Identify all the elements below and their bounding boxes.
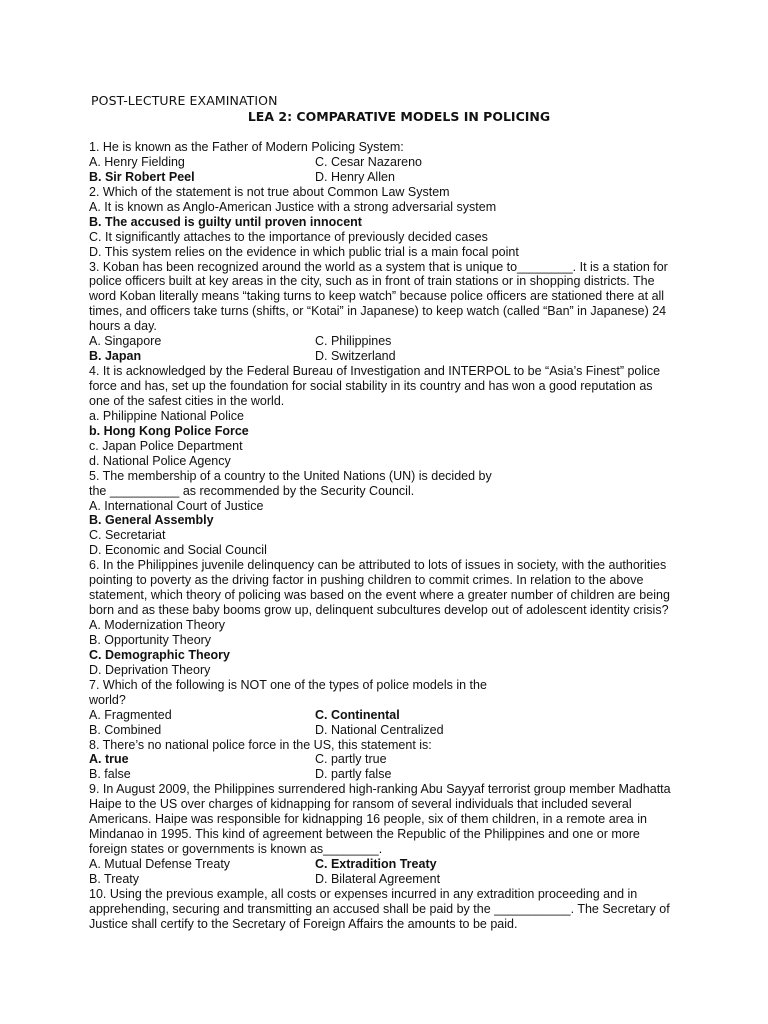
question-7-line-2: world?	[89, 692, 126, 707]
question-3-line-4: times, and officers take turns (shifts, or “Kotai” in Japanese) to keep watch (called “Ban” in Japanese) 24	[89, 304, 667, 319]
question-3-line-1: 3. Koban has been recognized around the world as a system that is unique to________. It is a station for	[89, 259, 668, 274]
q3-options-row-1	[89, 334, 689, 349]
q1-options-row-2	[89, 170, 689, 185]
q6-option-b: B. Opportunity Theory	[89, 632, 212, 647]
question-7-line-1: 7. Which of the following is NOT one of the types of police models in the	[89, 677, 487, 692]
q5-option-b-answer: B. General Assembly	[89, 513, 214, 528]
q6-option-a: A. Modernization Theory	[89, 618, 225, 632]
q4-option-d: d. National Police Agency	[89, 453, 231, 468]
q6-option-d: D. Deprivation Theory	[89, 662, 211, 677]
q9-option-b: B. Treaty	[89, 871, 140, 886]
question-6-line-3: statement, which theory of policing was based on the event where a greater number of children are being	[89, 588, 670, 603]
q1-option-b-answer: B. Sir Robert Peel	[89, 169, 195, 184]
q1-option-d: D. Henry Allen	[315, 169, 395, 184]
q8-options-row-1	[89, 752, 689, 767]
q7-option-d: D. National Centralized	[315, 722, 444, 737]
page-title: LEA 2: COMPARATIVE MODELS IN POLICING	[247, 109, 551, 124]
question-4-line-2: force and has, set up the foundation for social stability in its country and has won a good reputation as	[89, 379, 653, 393]
q3-option-b-answer: B. Japan	[89, 349, 142, 364]
q2-option-b-answer: B. The accused is guilty until proven innocent	[89, 214, 362, 229]
q3-option-d: D. Switzerland	[315, 349, 396, 364]
question-3-line-5: hours a day.	[89, 319, 157, 334]
q2-option-d: D. This system relies on the evidence in which public trial is a main focal point	[89, 244, 519, 259]
q6-option-c-answer: C. Demographic Theory	[89, 647, 230, 662]
q9-options-row-2	[89, 872, 689, 887]
question-6-line-1: 6. In the Philippines juvenile delinquency can be attributed to lots of issues in society, with the authorities	[89, 558, 667, 573]
question-10-line-2: apprehending, securing and transmitting an accused shall be paid by the ___________. The Secretary of	[89, 901, 670, 916]
q9-options-row-1	[89, 857, 689, 872]
q7-option-c-answer: C. Continental	[315, 707, 400, 722]
question-8: 8. There’s no national police force in the US, this statement is:	[89, 737, 432, 752]
q5-option-a: A. International Court of Justice	[89, 498, 264, 513]
question-4-line-1: 4. It is acknowledged by the Federal Bureau of Investigation and INTERPOL to be “Asia’s Finest” police	[89, 364, 661, 379]
question-3-line-3: word Koban literally means “taking turns to keep watch” because police officers are stationed there at all	[89, 289, 665, 304]
q8-options-row-2	[89, 767, 689, 782]
exam-subtitle: POST-LECTURE EXAMINATION	[91, 93, 278, 108]
q7-option-a: A. Fragmented	[89, 707, 172, 722]
q7-options-row-2	[89, 723, 689, 738]
q7-option-b: B. Combined	[89, 722, 162, 737]
q8-option-b: B. false	[89, 767, 131, 782]
question-5-line-1: 5. The membership of a country to the United Nations (UN) is decided by	[89, 468, 492, 483]
q3-option-c: C. Philippines	[315, 334, 392, 349]
q1-options-row-1	[89, 155, 689, 170]
q3-options-row-2	[89, 349, 689, 364]
question-6-line-4: born and as these baby booms grow up, delinquent subcultures develop out of adolescent identity crisis?	[89, 603, 669, 618]
question-9-line-3: Americans. Haipe was responsible for kidnapping 16 people, six of them children, in a remote area in	[89, 812, 647, 827]
question-10-line-1: 10. Using the previous example, all costs or expenses incurred in any extradition proceeding and in	[89, 886, 638, 901]
q4-option-b-answer: b. Hong Kong Police Force	[89, 423, 249, 438]
q1-option-a: A. Henry Fielding	[89, 154, 185, 169]
question-4-line-3: one of the safest cities in the world.	[89, 393, 285, 408]
question-9-line-1: 9. In August 2009, the Philippines surrendered high-ranking Abu Sayyaf terrorist group member Madhatta	[89, 782, 671, 797]
q5-option-c: C. Secretariat	[89, 528, 166, 543]
question-9-line-5: foreign states or governments is known as________.	[89, 842, 383, 857]
q9-option-d: D. Bilateral Agreement	[315, 871, 441, 886]
q8-option-d: D. partly false	[315, 767, 392, 782]
question-5-line-2: the __________ as recommended by the Security Council.	[89, 483, 415, 498]
question-2: 2. Which of the statement is not true about Common Law System	[89, 184, 450, 199]
q7-options-row-1	[89, 708, 689, 723]
question-6-line-2: pointing to poverty as the driving factor in pushing children to commit crimes. In relation to the above	[89, 573, 644, 588]
question-9-line-4: Mindanao in 1995. This kind of agreement between the Republic of the Philippines and one or more	[89, 827, 640, 842]
q5-option-d: D. Economic and Social Council	[89, 543, 267, 558]
q3-option-a: A. Singapore	[89, 334, 162, 349]
question-3-line-2: police officers built at key areas in the city, such as in front of train stations or in shopping districts. The	[89, 274, 655, 289]
question-1: 1. He is known as the Father of Modern Policing System:	[89, 140, 404, 154]
q2-option-a: A. It is known as Anglo-American Justice with a strong adversarial system	[89, 199, 497, 214]
q4-option-c: c. Japan Police Department	[89, 438, 243, 453]
q1-option-c: C. Cesar Nazareno	[315, 154, 422, 169]
question-9-line-2: Haipe to the US over charges of kidnapping for ransom of several individuals that included several	[89, 797, 632, 812]
q9-option-a: A. Mutual Defense Treaty	[89, 857, 231, 871]
q2-option-c: C. It significantly attaches to the importance of previously decided cases	[89, 229, 488, 244]
q8-option-a-answer: A. true	[89, 752, 129, 767]
exam-content	[89, 140, 689, 932]
q8-option-c: C. partly true	[315, 752, 387, 767]
question-10-line-3: Justice shall certify to the Secretary of Foreign Affairs the amounts to be paid.	[89, 916, 518, 931]
q4-option-a: a. Philippine National Police	[89, 408, 244, 423]
q9-option-c-answer: C. Extradition Treaty	[315, 857, 437, 871]
